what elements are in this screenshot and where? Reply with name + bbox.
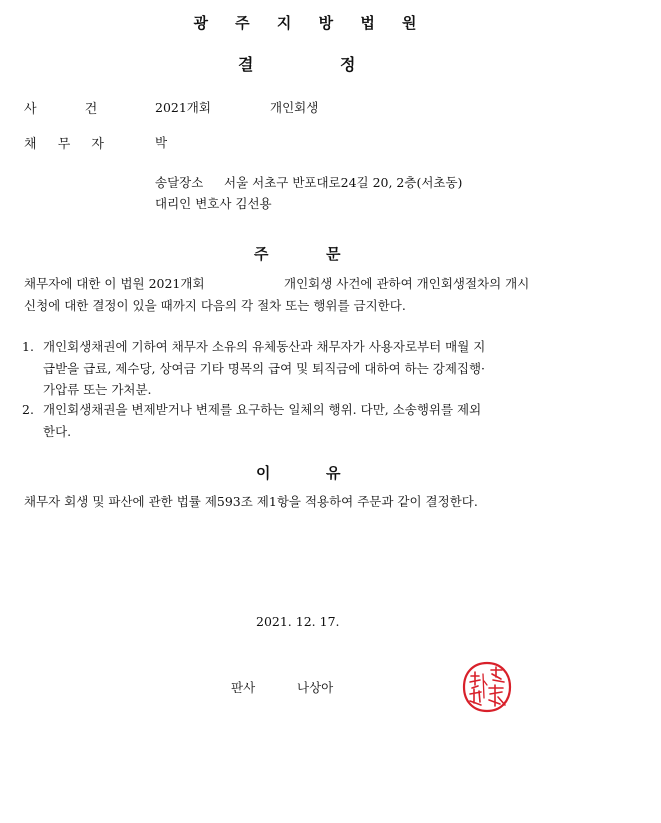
order-heading-char-1: 주 — [254, 245, 269, 263]
order-item-2-number: 2. — [22, 402, 34, 417]
case-number: 2021개회 — [155, 100, 211, 115]
reason-heading-char-1: 이 — [256, 464, 271, 482]
reason-text: 채무자 회생 및 파산에 관한 법률 제593조 제1항을 적용하여 주문과 같이 결정한다. — [24, 494, 478, 509]
order-item-1-line2: 급받을 급료, 제수당, 상여금 기타 명목의 급여 및 퇴직금에 대하여 하는 강제집행· — [43, 361, 486, 376]
judge-title: 판사 — [231, 680, 256, 695]
agent-line: 대리인 변호사 김선용 — [155, 196, 272, 211]
court-seal-icon — [462, 661, 512, 713]
order-item-1-number: 1. — [22, 339, 34, 354]
service-address-value: 서울 서초구 반포대로24길 20, 2층(서초동) — [224, 175, 463, 190]
document-type-char-2: 정 — [340, 55, 356, 74]
service-address-label: 송달장소 — [155, 175, 204, 190]
judge-name: 나상아 — [297, 680, 334, 695]
order-item-2-line1: 개인회생채권을 변제받거나 변제를 요구하는 일체의 행위. 다만, 소송행위를 제외 — [43, 402, 482, 417]
order-intro-line1-b: 개인회생 사건에 관하여 개인회생절차의 개시 — [284, 276, 530, 291]
case-name: 개인회생 — [270, 100, 319, 115]
order-intro-line2: 신청에 대한 결정이 있을 때까지 다음의 각 절차 또는 행위를 금지한다. — [24, 298, 406, 313]
order-heading-char-2: 문 — [326, 245, 341, 263]
debtor-label: 채 무 자 — [24, 137, 104, 152]
order-intro-line1-a: 채무자에 대한 이 법원 2021개회 — [24, 276, 205, 291]
order-item-2-line2: 한다. — [43, 424, 72, 439]
case-label: 사 건 — [24, 102, 98, 117]
court-name: 광 주 지 방 법 원 — [193, 14, 428, 32]
decision-date: 2021. 12. 17. — [256, 614, 340, 629]
document-type-char-1: 결 — [238, 55, 254, 74]
order-item-1-line1: 개인회생채권에 기하여 채무자 소유의 유체동산과 채무자가 사용자로부터 매월 지 — [43, 339, 486, 354]
debtor-name: 박 — [155, 135, 168, 150]
order-item-1-line3: 가압류 또는 가처분. — [43, 382, 152, 397]
reason-heading-char-2: 유 — [326, 464, 341, 482]
seal-graphic — [462, 661, 512, 713]
